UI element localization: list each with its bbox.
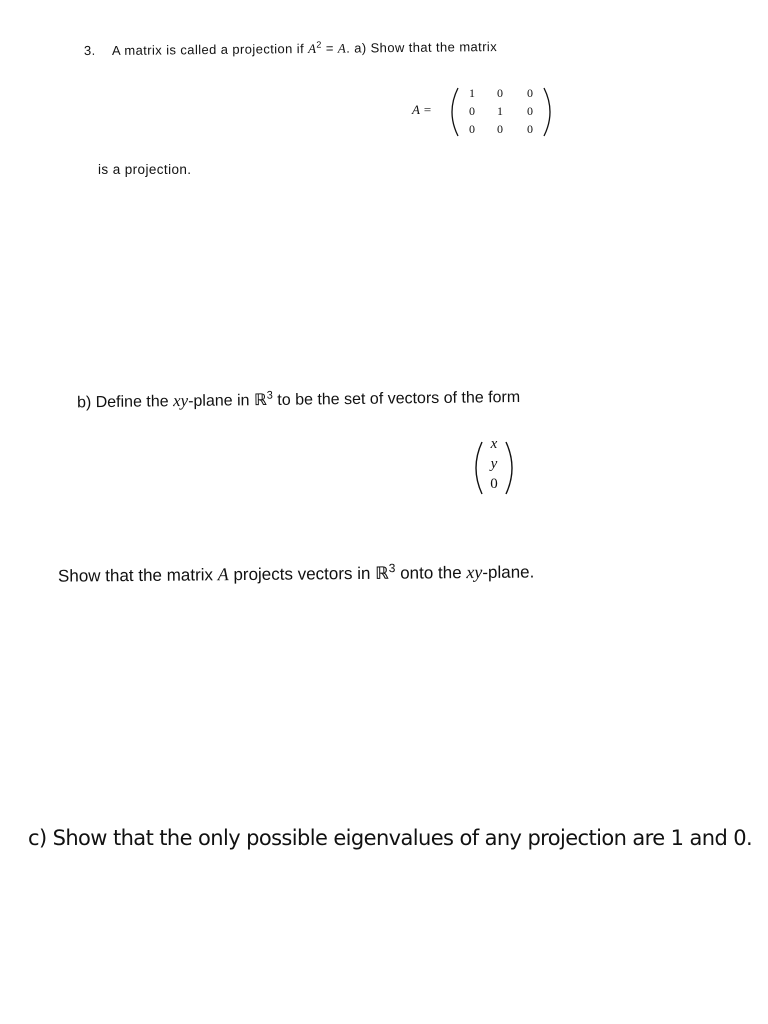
matrix-cell: 0 <box>527 104 533 118</box>
matrix-cell: 0 <box>527 122 533 136</box>
is-projection-text: is a projection. <box>98 162 192 177</box>
matrix-cell: 0 <box>527 86 533 100</box>
matrix-cell: 0 <box>469 122 475 136</box>
show-suffix: -plane. <box>482 562 535 582</box>
math-r-exp: 3 <box>266 389 273 402</box>
matrix-cell: 1 <box>497 104 503 118</box>
problem-number: 3. <box>83 43 96 59</box>
show-prefix: Show that the matrix <box>57 565 218 586</box>
matrix-cell: 1 <box>469 86 475 100</box>
matrix-cell: 0 <box>469 104 475 118</box>
matrix-brackets <box>412 84 562 140</box>
problem-3-statement <box>84 38 497 60</box>
problem-text-after: . a) Show that the matrix <box>346 39 498 56</box>
vector-cell: y <box>490 456 498 472</box>
math-real-numbers: ℝ <box>375 563 389 584</box>
math-a: A <box>337 40 347 56</box>
vector-cell: 0 <box>490 476 498 492</box>
math-equals: = <box>321 40 338 56</box>
math-a-squared-exp: 2 <box>316 39 322 50</box>
math-a: A <box>217 564 229 585</box>
part-b-statement <box>77 387 520 413</box>
math-xy: xy <box>172 390 189 411</box>
part-b-prefix: b) Define the <box>76 393 174 412</box>
part-b-show-statement <box>58 560 534 587</box>
math-xy: xy <box>466 561 483 583</box>
show-mid: projects vectors in <box>228 563 376 585</box>
math-r-exp: 3 <box>388 561 396 576</box>
math-a-squared-base: A <box>307 40 317 56</box>
vector-xy0 <box>470 436 520 500</box>
part-b-mid: -plane in <box>188 392 255 410</box>
matrix-cell: 0 <box>497 122 503 136</box>
math-real-numbers: ℝ <box>253 390 267 410</box>
matrix-a <box>412 84 562 140</box>
part-b-suffix: to be the set of vectors of the form <box>272 388 521 409</box>
problem-text-before: A matrix is called a projection if <box>111 40 309 59</box>
show-mid2: onto the <box>395 563 467 583</box>
matrix-cell: 0 <box>497 86 503 100</box>
vector-cell: x <box>490 436 498 452</box>
matrix-lhs: A = <box>412 102 432 117</box>
part-c-statement: c) Show that the only possible eigenvalues of any projection are 1 and 0. <box>28 826 753 850</box>
